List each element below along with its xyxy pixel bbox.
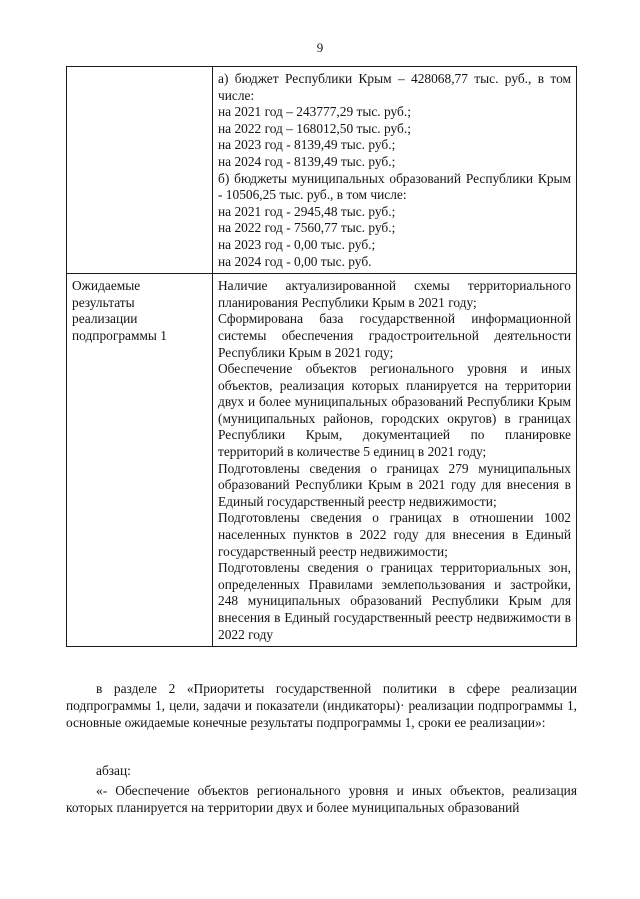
funding-line: на 2022 год - 7560,77 тыс. руб.; — [218, 220, 396, 236]
result-item: Сформирована база государственной информационной системы обеспечения градостроительной деятельности Республики Крым в 2021 году; — [218, 311, 571, 360]
table-cell-results-label — [67, 274, 213, 647]
result-item: Подготовлены сведения о границах территориальных зон, определенных Правилами землепользования и застройки, 248 муниципальных образований Республики Крым для внесения в Единый государственный реестр недвижимости в 2022 году — [218, 560, 571, 642]
table-cell-label-empty — [67, 67, 213, 274]
funding-line: а) бюджет Республики Крым – 428068,77 тыс. руб., в том числе: — [218, 71, 571, 103]
table-row-funding — [67, 67, 577, 274]
results-label-line: Ожидаемые — [72, 278, 141, 294]
funding-line: на 2021 год - 2945,48 тыс. руб.; — [218, 203, 396, 219]
paragraph-section-2: в разделе 2 «Приоритеты государственной политики в сфере реализации подпрограммы 1, цели, задачи и показатели (индикаторы)· реализации подпрограммы 1, основные ожидаемые конечные результаты подпрограммы 1, сроки ее реализации»: — [66, 681, 577, 731]
funding-line: на 2023 год - 0,00 тыс. руб.; — [218, 236, 376, 252]
program-table — [66, 66, 577, 647]
result-item: Подготовлены сведения о границах в отношении 1002 населенных пунктов в 2022 году для внесения в Единый государственный реестр недвижимости; — [218, 510, 571, 559]
funding-line: на 2024 год - 8139,49 тыс. руб.; — [218, 153, 396, 169]
table-row-results — [67, 274, 577, 647]
paragraph-quote: «- Обеспечение объектов регионального уровня и иных объектов, реализация которых планируется на территории двух и более муниципальных образований — [66, 783, 577, 816]
results-label-line: результаты — [72, 294, 135, 310]
funding-line: на 2021 год – 243777,29 тыс. руб.; — [218, 104, 411, 120]
results-label-line: реализации — [72, 311, 138, 327]
table-cell-results — [213, 274, 577, 647]
table-cell-funding — [213, 67, 577, 274]
funding-line: на 2023 год - 8139,49 тыс. руб.; — [218, 137, 396, 153]
funding-line: на 2024 год - 0,00 тыс. руб. — [218, 253, 372, 269]
funding-line: б) бюджеты муниципальных образований Республики Крым - 10506,25 тыс. руб., в том числе: — [218, 170, 571, 203]
result-item: Обеспечение объектов регионального уровня и иных объектов, реализация которых планируется на территории двух и более муниципальных образований Республики Крым (муниципальных районов, городских округов) в границах Республики Крым, документацией по планировке территорий в количестве 5 единиц в 2021 году; — [218, 361, 571, 460]
result-item: Подготовлены сведения о границах 279 муниципальных образований Республики Крым в 2021 году для внесения в Единый государственный реестр недвижимости; — [218, 460, 571, 509]
result-item: Наличие актуализированной схемы территориального планирования Республики Крым в 2021 году; — [218, 278, 571, 310]
paragraph-abzats: абзац: — [96, 763, 131, 778]
results-label-line: подпрограммы 1 — [72, 327, 167, 343]
funding-line: на 2022 год – 168012,50 тыс. руб.; — [218, 120, 411, 136]
page-number: 9 — [316, 40, 324, 55]
